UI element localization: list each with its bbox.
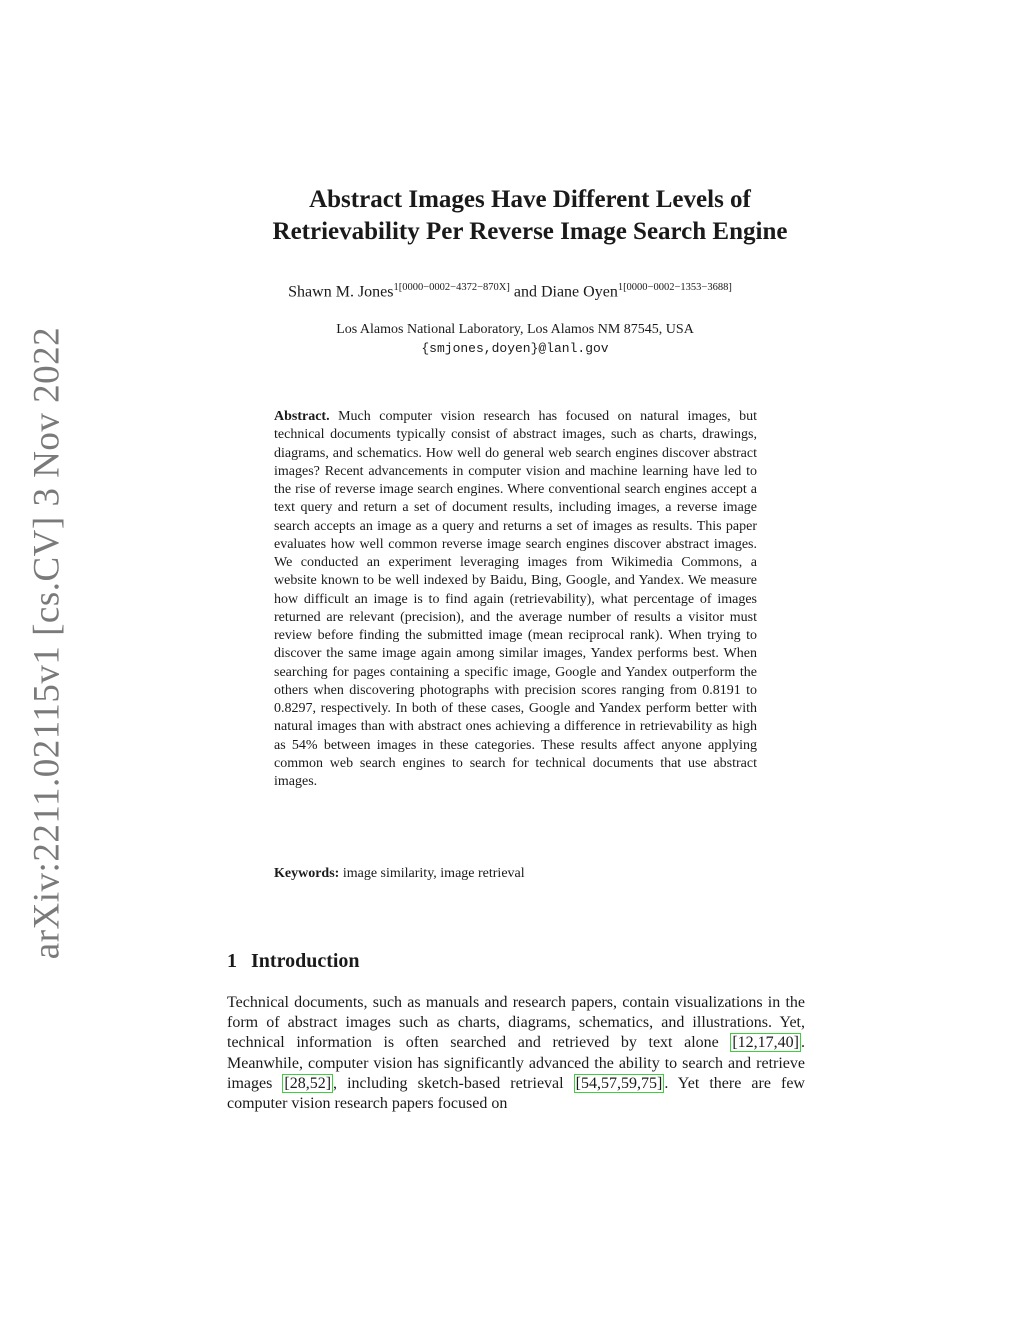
abstract-label: Abstract. [274, 409, 330, 424]
intro-text-2: . Meanwhile, computer vision has significantly advanced the ability to search and retrieve images [227, 1034, 805, 1092]
keywords-text: image similarity, image retrieval [342, 866, 525, 881]
email-address: {smjones,doyen}@lanl.gov [421, 341, 609, 356]
author-2-orcid: 1[0000−0002−1353−3688] [617, 282, 732, 293]
intro-text-4: . Yet there are few computer vision research papers focused on [227, 1074, 805, 1113]
title-line-1: Abstract Images Have Different Levels of [309, 186, 751, 213]
abstract-text: Much computer vision research has focused on natural images, but technical documents typically consist of abstract images, such as charts, drawings, diagrams, and schematics. How well do general web search engines discover abstract images? Recent advancements in computer vision and machine learning have led to the rise of reverse image search engines. Where conventional search engines accept a text query and return a set of document results, including images, a reverse image search accepts an image as a query and returns a set of images as results. This paper evaluates how well common reverse image search engines discover abstract images. We conducted an experiment leveraging images from Wikimedia Commons, a website known to be well indexed by Baidu, Bing, Google, and Yandex. We measure how difficult an image is to find again (retrievability), what percentage of images returned are relevant (precision), and the average number of results a visitor must review before finding the submitted image (mean reciprocal rank). When trying to discover the same image again among similar images, Yandex performs best. When searching for pages containing a specific image, Google and Yandex outperform the others when discovering photographs with precision scores ranging from 0.8191 to 0.8297, respectively. In both of these cases, Google and Yandex perform better with natural images than with abstract ones achieving a difference in retrievability as high as 54% between images in these categories. These results affect anyone applying common web search engines to search for technical documents that use abstract images. [274, 409, 757, 789]
author-separator: and [509, 283, 541, 301]
keywords-label: Keywords: [274, 866, 340, 881]
title-line-2: Retrievability Per Reverse Image Search Engine [272, 218, 788, 245]
intro-text-1: Technical documents, such as manuals and research papers, contain visualizations in the form of abstract images such as charts, diagrams, schematics, and illustrations. Yet, technical information is often searched and retrieved by text alone [227, 994, 805, 1052]
citation-link-28-52[interactable]: [28,52] [284, 1074, 332, 1092]
intro-paragraph [227, 993, 805, 1114]
author-1-orcid: 1[0000−0002−4372−870X] [393, 282, 510, 293]
intro-text-3: , including sketch-based retrieval [333, 1074, 574, 1092]
paper-title [180, 184, 880, 248]
arxiv-sidebar-stamp [25, 326, 69, 959]
section-number: 1 [227, 950, 237, 972]
abstract-block [274, 408, 757, 791]
citation-link-54-57-59-75[interactable]: [54,57,59,75] [575, 1074, 663, 1092]
affiliation-block [180, 320, 850, 358]
citation-link-12-17-40[interactable]: [12,17,40] [732, 1034, 799, 1052]
author-1-name: Shawn M. Jones [288, 283, 394, 301]
keywords-block [274, 866, 757, 882]
affiliation: Los Alamos National Laboratory, Los Alamos NM 87545, USA [336, 322, 694, 337]
arxiv-id-text: arXiv:2211.02115v1 [cs.CV] 3 Nov 2022 [26, 326, 68, 959]
section-title: Introduction [251, 950, 360, 972]
author-list [180, 282, 840, 301]
section-heading-introduction [227, 950, 360, 973]
author-2-name: Diane Oyen [540, 283, 618, 301]
